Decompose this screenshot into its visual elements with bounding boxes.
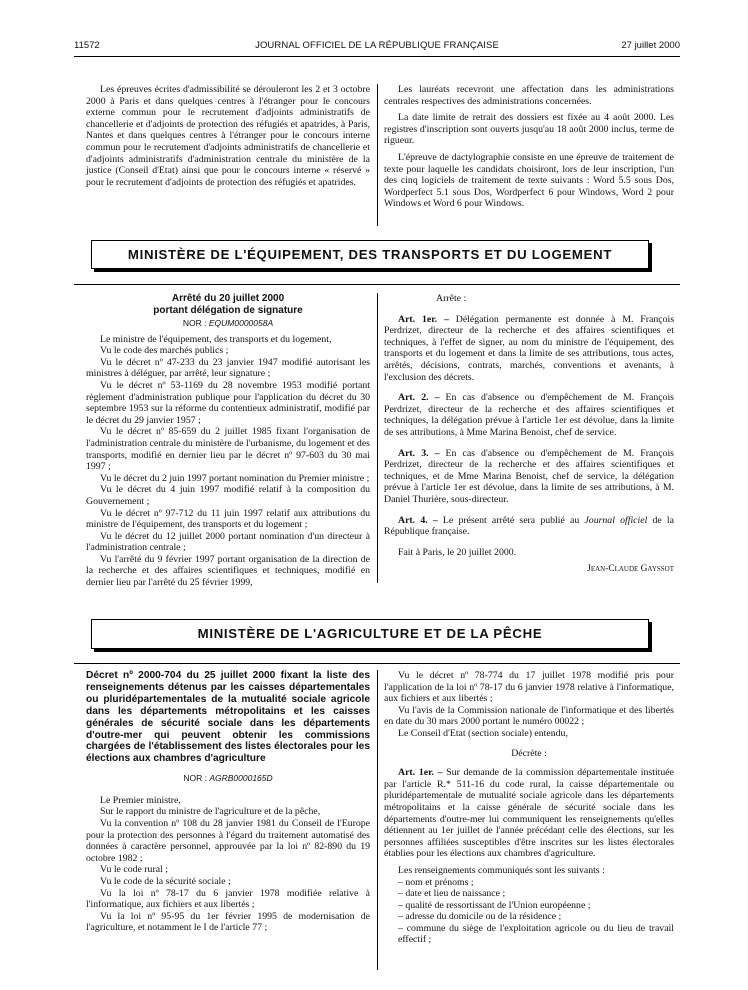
- place-date: Fait à Paris, le 20 juillet 2000.: [398, 546, 517, 558]
- paragraph: Vu le décret du 12 juillet 2000 portant nomination d'un directeur à l'administration centrale ;: [86, 530, 370, 554]
- top-right-column: [384, 84, 674, 210]
- paragraph: Vu le décret nº 97-712 du 11 juin 1997 relatif aux attributions du ministre de l'équipement, des transports et du logement ;: [86, 507, 370, 531]
- ministry-title: MINISTÈRE DE L'AGRICULTURE ET DE LA PÊCHE: [197, 626, 543, 641]
- paragraph: Vu l'arrêté du 9 février 1997 portant organisation de la direction de la recherche et des affaires scientifiques et techniques, modifié en dernier lieu par l'arrêté du 25 février 1999,: [86, 553, 370, 589]
- column-divider: [377, 670, 378, 970]
- column-divider: [377, 293, 378, 583]
- list-intro: Les renseignements communiqués sont les suivants :: [398, 864, 605, 876]
- article-2: Art. 2. – En cas d'absence ou d'empêchement de M. François Perdrizet, directeur de la recherche et des affaires scientifiques et techniques, la délégation prévue à l'article 1er est dévolue, dans la limite de ses attributions, à Mme Marina Benoist, chef de service.: [384, 392, 674, 438]
- article-1: Art. 1er. – Sur demande de la commission départementale instituée par l'article R.* 511-16 du code rural, la caisse départementale ou pluridépartementale de mutualité sociale agricole dans les départements métropolitains et la caisse générale de sécurité sociale dans les départements d'outre-mer lui communiquent les renseignements qu'elles détiennent au 1er juillet de l'année précédant celle des élections, sur les personnes affiliées susceptibles d'être inscrites sur les listes électorales établies pour les élections aux chambres d'agriculture.: [384, 767, 674, 860]
- section-rule: [74, 663, 680, 664]
- paragraph: L'épreuve de dactylographie consiste en une épreuve de traitement de texte pour laquelle les candidats choisiront, lors de leur inscription, l'un des cinq logiciels de traitement de texte suivants : Word 5.5 sous Dos, Wordperfect 5.1 sous Dos, Wordperfect 6 pour Windows, Word 2 pour Windows et Word 6 pour Windows.: [384, 151, 674, 210]
- top-left-column: [86, 84, 370, 188]
- nor-reference: NOR : EQUM0000058A: [182, 318, 274, 328]
- paragraph: Les épreuves écrites d'admissibilité se dérouleront les 2 et 3 octobre 2000 à Paris et dans quelques centres à l'étranger pour le concours externe commun pour le recrutement d'adjoints administratifs de chancellerie et d'adjoints de protection des réfugiés et apatrides, à Paris, Nantes et dans quelques centres à l'étranger pour le concours interne commun pour le recrutement d'adjoints administratifs de chancellerie et d'adjoints administratifs d'administration centrale du ministère de la justice (Conseil d'Etat) ainsi que pour le concours interne « réservé » pour le recrutement d'adjoints de protection des réfugiés et apatrides.: [86, 84, 370, 188]
- paragraph: La date limite de retrait des dossiers est fixée au 4 août 2000. Les registres d'inscription sont ouverts jusqu'au 18 août 2000 inclus, terme de rigueur.: [384, 112, 674, 147]
- article-1: Art. 1er. – Délégation permanente est donnée à M. François Perdrizet, directeur de la recherche et des affaires scientifiques et techniques, à l'effet de signer, au nom du ministre de l'équipement, des transports et du logement et dans la limite de ses attributions, tous actes, arrêtés, décisions, contrats, marchés, conventions et avenants, à l'exclusion des décrets.: [384, 313, 675, 383]
- list-item: – commune du siège de l'exploitation agricole ou du lieu de travail effectif ;: [398, 922, 674, 946]
- paragraph: Le ministre de l'équipement, des transports et du logement,: [100, 333, 332, 345]
- arrete-left-column: [86, 293, 370, 589]
- column-divider: [377, 84, 378, 226]
- list-item: – nom et prénoms ;: [398, 876, 474, 888]
- arrete-right-column: [384, 293, 674, 576]
- paragraph: Vu le décret du 2 juin 1997 portant nomination du Premier ministre ;: [100, 472, 370, 484]
- paragraph: Le Conseil d'Etat (section sociale) entendu,: [398, 727, 568, 739]
- decret-left-column: [86, 670, 370, 934]
- page-header: [74, 40, 680, 54]
- article-3: Art. 3. – En cas d'absence ou d'empêchement de M. François Perdrizet, directeur de la recherche et des affaires scientifiques et techniques, et de Mme Marina Benoist, chef de service, la délégation prévue à l'article 1er est dévolue, dans la limite de ses attributions, à M. Daniel Thurière, sous-directeur.: [384, 447, 674, 505]
- paragraph: Vu le code des marchés publics ;: [100, 345, 229, 357]
- ministry-heading: [91, 240, 649, 269]
- paragraph: Vu le décret du 4 juin 1997 modifié relatif à la composition du Gouvernement ;: [86, 484, 370, 507]
- list-item: – qualité de ressortissant de l'Union européenne ;: [398, 899, 591, 911]
- paragraph: Vu le décret nº 78-774 du 17 juillet 1978 modifié pris pour l'application de la loi nº 78-17 du 6 janvier 1978 relative à l'informatique, aux fichiers et aux libertés ;: [384, 670, 674, 705]
- decret-right-column: [384, 670, 674, 946]
- paragraph: Vu la convention nº 108 du 28 janvier 1981 du Conseil de l'Europe pour la protection des personnes à l'égard du traitement automatisé des données à caractère personnel, approuvée par la loi nº 82-890 du 19 octobre 1982 ;: [86, 818, 370, 864]
- paragraph: Vu le code de la sécurité sociale ;: [100, 876, 231, 887]
- nor-reference: NOR : AGRB0000165D: [183, 773, 273, 784]
- decret-title: Décret nº 2000-704 du 25 juillet 2000 fixant la liste des renseignements détenus par les caisses départementales ou pluridépartementales de la mutualité sociale agricole dans les départements métropolitains et les caisses générales de sécurité sociale dans les départements d'outre-mer qui peuvent obtenir les commissions chargées de l'établissement des listes électorales pour les élections aux chambres d'agriculture: [86, 670, 370, 765]
- paragraph: Vu le code rural ;: [100, 864, 168, 876]
- paragraph: Vu le décret nº 85-659 du 2 juillet 1985 fixant l'organisation de l'administration centrale du ministère de l'urbanisme, du logement et des transports, modifié en dernier lieu par le décret nº 97-603 du 30 mai 1997 ;: [86, 426, 370, 473]
- arrete-title: Arrêté du 20 juillet 2000: [171, 293, 285, 304]
- paragraph: Vu la loi nº 78-17 du 6 janvier 1978 modifiée relative à l'informatique, aux fichiers et aux libertés ;: [86, 887, 370, 911]
- header-rule: [74, 56, 680, 57]
- page-number: 11572: [74, 40, 100, 51]
- journal-title: JOURNAL OFFICIEL DE LA RÉPUBLIQUE FRANÇAISE: [255, 40, 499, 51]
- ministry-title: MINISTÈRE DE L'ÉQUIPEMENT, DES TRANSPORTS ET DU LOGEMENT: [127, 247, 613, 262]
- list-item: – adresse du domicile ou de la résidence ;: [398, 911, 562, 923]
- paragraph: Les lauréats recevront une affectation dans les administrations centrales respectives des administrations concernées.: [384, 84, 674, 107]
- ministry-heading: [91, 619, 649, 649]
- paragraph: Vu la loi nº 95-95 du 1er février 1995 de modernisation de l'agriculture, et notamment le I de l'article 77 ;: [86, 910, 370, 934]
- signature: Jean-Claude Gayssot: [587, 564, 674, 575]
- decrete-word: Décrète :: [511, 747, 547, 759]
- arrete-subtitle: portant délégation de signature: [153, 304, 303, 316]
- section-rule: [74, 284, 680, 285]
- arrete-word: Arrête :: [436, 293, 467, 304]
- issue-date: 27 juillet 2000: [621, 40, 680, 51]
- paragraph: Vu le décret nº 47-233 du 23 janvier 1947 modifié autorisant les ministres à déléguer, par arrêté, leur signature ;: [86, 356, 370, 380]
- paragraph: Vu l'avis de la Commission nationale de l'informatique et des libertés en date du 30 mars 2000 portant le numéro 00022 ;: [384, 704, 674, 728]
- article-4: Art. 4. – Le présent arrêté sera publié au Journal officiel de la République française.: [384, 514, 675, 538]
- paragraph: Vu le décret nº 53-1169 du 28 novembre 1953 modifié portant règlement d'administration publique pour l'application du décret du 30 septembre 1953 sur la réforme du contentieux administratif, modifié par le décret du 29 janvier 1957 ;: [86, 379, 370, 426]
- list-item: – date et lieu de naissance ;: [398, 888, 506, 900]
- paragraph: Sur le rapport du ministre de l'agriculture et de la pêche,: [100, 806, 321, 818]
- paragraph: Le Premier ministre,: [100, 794, 181, 806]
